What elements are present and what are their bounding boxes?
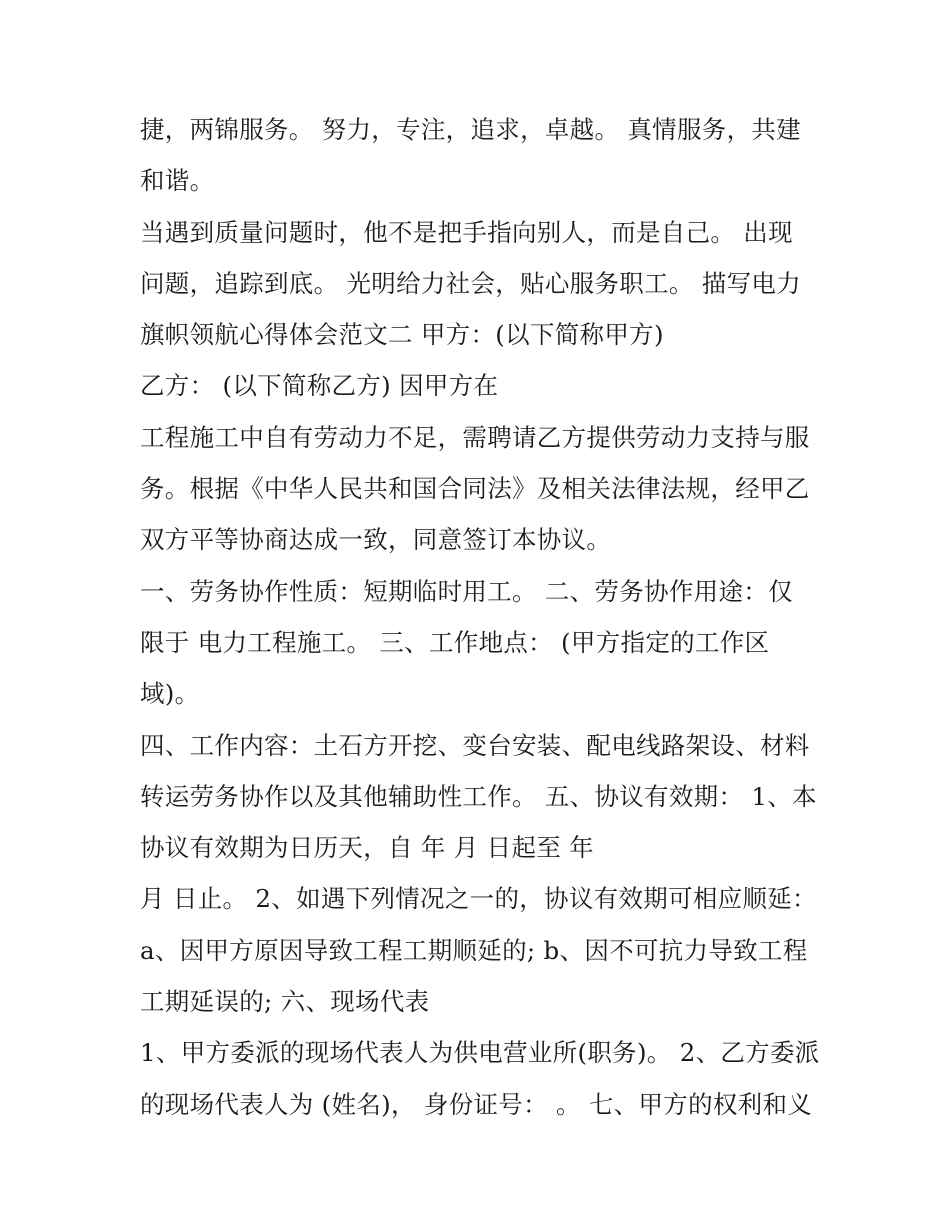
text-line: 工程施工中自有劳动力不足，需聘请乙方提供劳动力支持与服 <box>140 422 810 452</box>
text-line: 工期延误的; 六、现场代表 <box>140 987 430 1017</box>
text-line: 域)。 <box>140 679 200 709</box>
text-line: 四、工作内容：土石方开挖、变台安装、配电线路架设、材料 <box>140 730 810 760</box>
text-line: 当遇到质量问题时，他不是把手指向别人，而是自己。 出现 <box>140 217 793 247</box>
text-line: a、因甲方原因导致工程工期顺延的; b、因不可抗力导致工程 <box>140 935 808 965</box>
text-line: 月 日止。 2、如遇下列情况之一的，协议有效期可相应顺延： <box>140 884 817 914</box>
text-line: 旗帜领航心得体会范文二 甲方：(以下简称甲方) <box>140 320 664 350</box>
text-line: 捷，两锦服务。 努力，专注，追求，卓越。 真情服务，共建 <box>140 115 801 144</box>
text-line: 务。根据《中华人民共和国合同法》及相关法律法规，经甲乙 <box>140 474 810 504</box>
text-line: 和谐。 <box>140 166 215 196</box>
text-line: 问题，追踪到底。 光明给力社会，贴心服务职工。 描写电力 <box>140 268 801 298</box>
document-body <box>140 104 820 1130</box>
text-line: 转运劳务协作以及其他辅助性工作。 五、协议有效期： 1、本 <box>140 781 817 811</box>
text-line: 的现场代表人为 (姓名)， 身份证号： 。 七、甲方的权利和义 <box>140 1089 813 1119</box>
text-line: 一、劳务协作性质：短期临时用工。 二、劳务协作用途：仅 <box>140 576 793 606</box>
text-line: 协议有效期为日历天，自 年 月 日起至 年 <box>140 833 594 863</box>
text-line: 限于 电力工程施工。 三、工作地点： (甲方指定的工作区 <box>140 627 770 657</box>
text-line: 1、甲方委派的现场代表人为供电营业所(职务)。 2、乙方委派 <box>140 1038 820 1068</box>
text-line: 乙方： (以下简称乙方) 因甲方在 <box>140 371 499 401</box>
text-line: 双方平等协商达成一致，同意签订本协议。 <box>140 525 612 555</box>
